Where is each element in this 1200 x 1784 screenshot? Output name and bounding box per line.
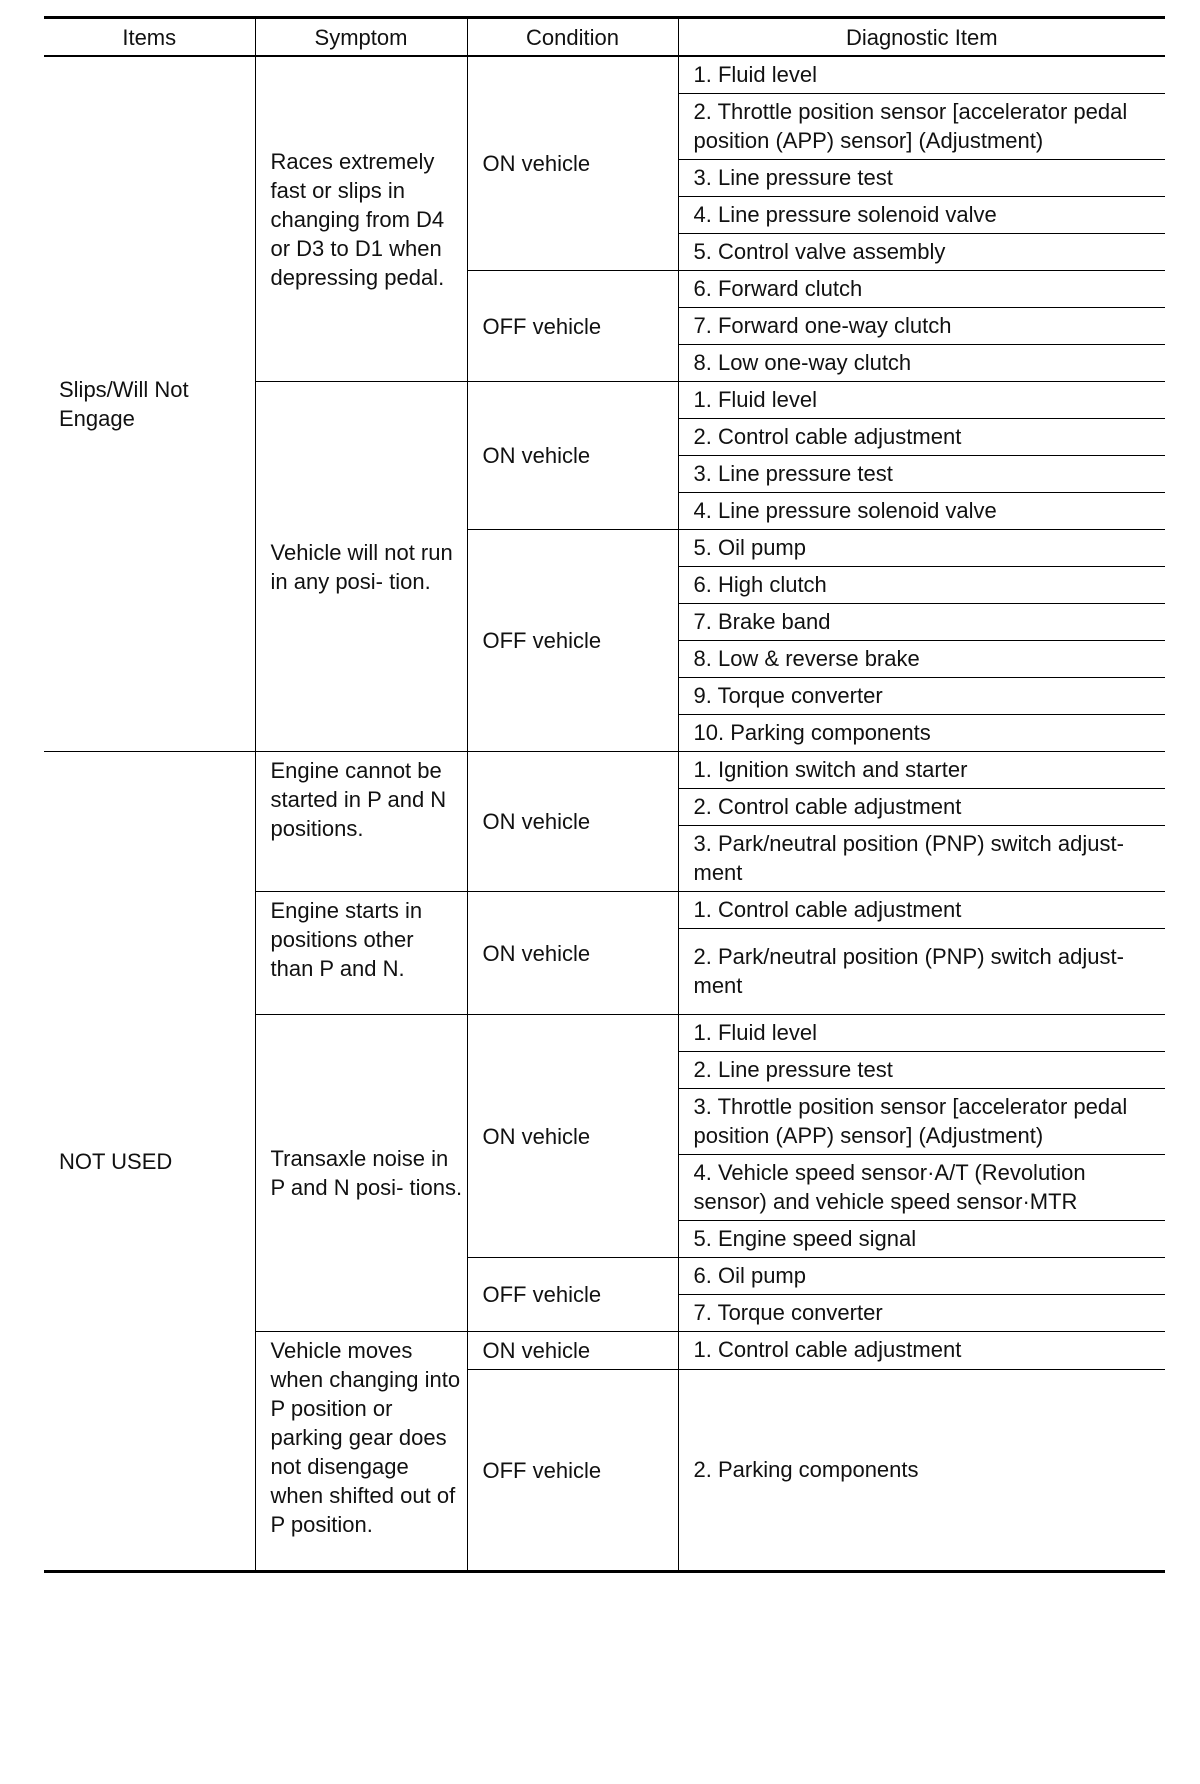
diagnostic-item: 4. Vehicle speed sensor·A/T (Revolution sensor) and vehicle speed sensor·MTR [678, 1155, 1165, 1221]
diagnostic-item: 5. Engine speed signal [678, 1221, 1165, 1258]
diagnostic-item: 2. Park/neutral position (PNP) switch adjust- ment [678, 929, 1165, 1015]
diagnostic-item: 4. Line pressure solenoid valve [678, 493, 1165, 530]
diagnostic-item: 3. Line pressure test [678, 160, 1165, 197]
diagnostic-item: 1. Fluid level [678, 382, 1165, 419]
table-row [44, 752, 1165, 789]
header-diagnostic-item: Diagnostic Item [678, 18, 1165, 57]
diagnostic-item: 7. Torque converter [678, 1295, 1165, 1332]
item-cell: Slips/Will Not Engage [44, 56, 255, 752]
condition-cell: ON vehicle [467, 752, 678, 892]
diagnostic-item: 5. Oil pump [678, 530, 1165, 567]
diagnostic-table [44, 16, 1165, 1573]
header-items: Items [44, 18, 255, 57]
symptom-cell: Transaxle noise in P and N posi- tions. [255, 1015, 467, 1332]
header-row [44, 18, 1165, 57]
symptom-cell: Engine cannot be started in P and N positions. [255, 752, 467, 892]
diagnostic-item: 7. Forward one-way clutch [678, 308, 1165, 345]
condition-cell: OFF vehicle [467, 271, 678, 382]
symptom-cell: Vehicle moves when changing into P position or parking gear does not disengage when shifted out of P position. [255, 1332, 467, 1572]
diagnostic-item: 6. Forward clutch [678, 271, 1165, 308]
condition-cell: ON vehicle [467, 1015, 678, 1258]
diagnostic-item: 1. Control cable adjustment [678, 1332, 1165, 1370]
diagnostic-item: 2. Control cable adjustment [678, 789, 1165, 826]
header-condition: Condition [467, 18, 678, 57]
table-row [44, 56, 1165, 94]
condition-cell: OFF vehicle [467, 1370, 678, 1572]
condition-cell: OFF vehicle [467, 1258, 678, 1332]
symptom-cell: Races extremely fast or slips in changing from D4 or D3 to D1 when depressing pedal. [255, 56, 467, 382]
condition-cell: OFF vehicle [467, 530, 678, 752]
diagnostic-item: 1. Control cable adjustment [678, 892, 1165, 929]
diagnostic-item: 1. Fluid level [678, 56, 1165, 94]
header-symptom: Symptom [255, 18, 467, 57]
diagnostic-item: 2. Line pressure test [678, 1052, 1165, 1089]
diagnostic-item: 3. Park/neutral position (PNP) switch adjust- ment [678, 826, 1165, 892]
diagnostic-item: 3. Line pressure test [678, 456, 1165, 493]
diagnostic-item: 2. Parking components [678, 1370, 1165, 1572]
diagnostic-item: 8. Low & reverse brake [678, 641, 1165, 678]
diagnostic-item: 8. Low one-way clutch [678, 345, 1165, 382]
diagnostic-item: 1. Fluid level [678, 1015, 1165, 1052]
condition-cell: ON vehicle [467, 56, 678, 271]
diagnostic-item: 4. Line pressure solenoid valve [678, 197, 1165, 234]
diagnostic-item: 6. High clutch [678, 567, 1165, 604]
diagnostic-item: 6. Oil pump [678, 1258, 1165, 1295]
condition-cell: ON vehicle [467, 1332, 678, 1370]
diagnostic-item: 9. Torque converter [678, 678, 1165, 715]
symptom-cell: Vehicle will not run in any posi- tion. [255, 382, 467, 752]
diagnostic-item: 10. Parking components [678, 715, 1165, 752]
item-cell: NOT USED [59, 1148, 173, 1174]
condition-cell: ON vehicle [467, 892, 678, 1015]
diagnostic-item: 5. Control valve assembly [678, 234, 1165, 271]
diagnostic-item: 7. Brake band [678, 604, 1165, 641]
diagnostic-item: 3. Throttle position sensor [accelerator pedal position (APP) sensor] (Adjustment) [678, 1089, 1165, 1155]
symptom-cell: Engine starts in positions other than P and N. [255, 892, 467, 1015]
diagnostic-item: 1. Ignition switch and starter [678, 752, 1165, 789]
diagnostic-item: 2. Control cable adjustment [678, 419, 1165, 456]
diagnostic-item: 2. Throttle position sensor [accelerator pedal position (APP) sensor] (Adjustment) [678, 94, 1165, 160]
condition-cell: ON vehicle [467, 382, 678, 530]
